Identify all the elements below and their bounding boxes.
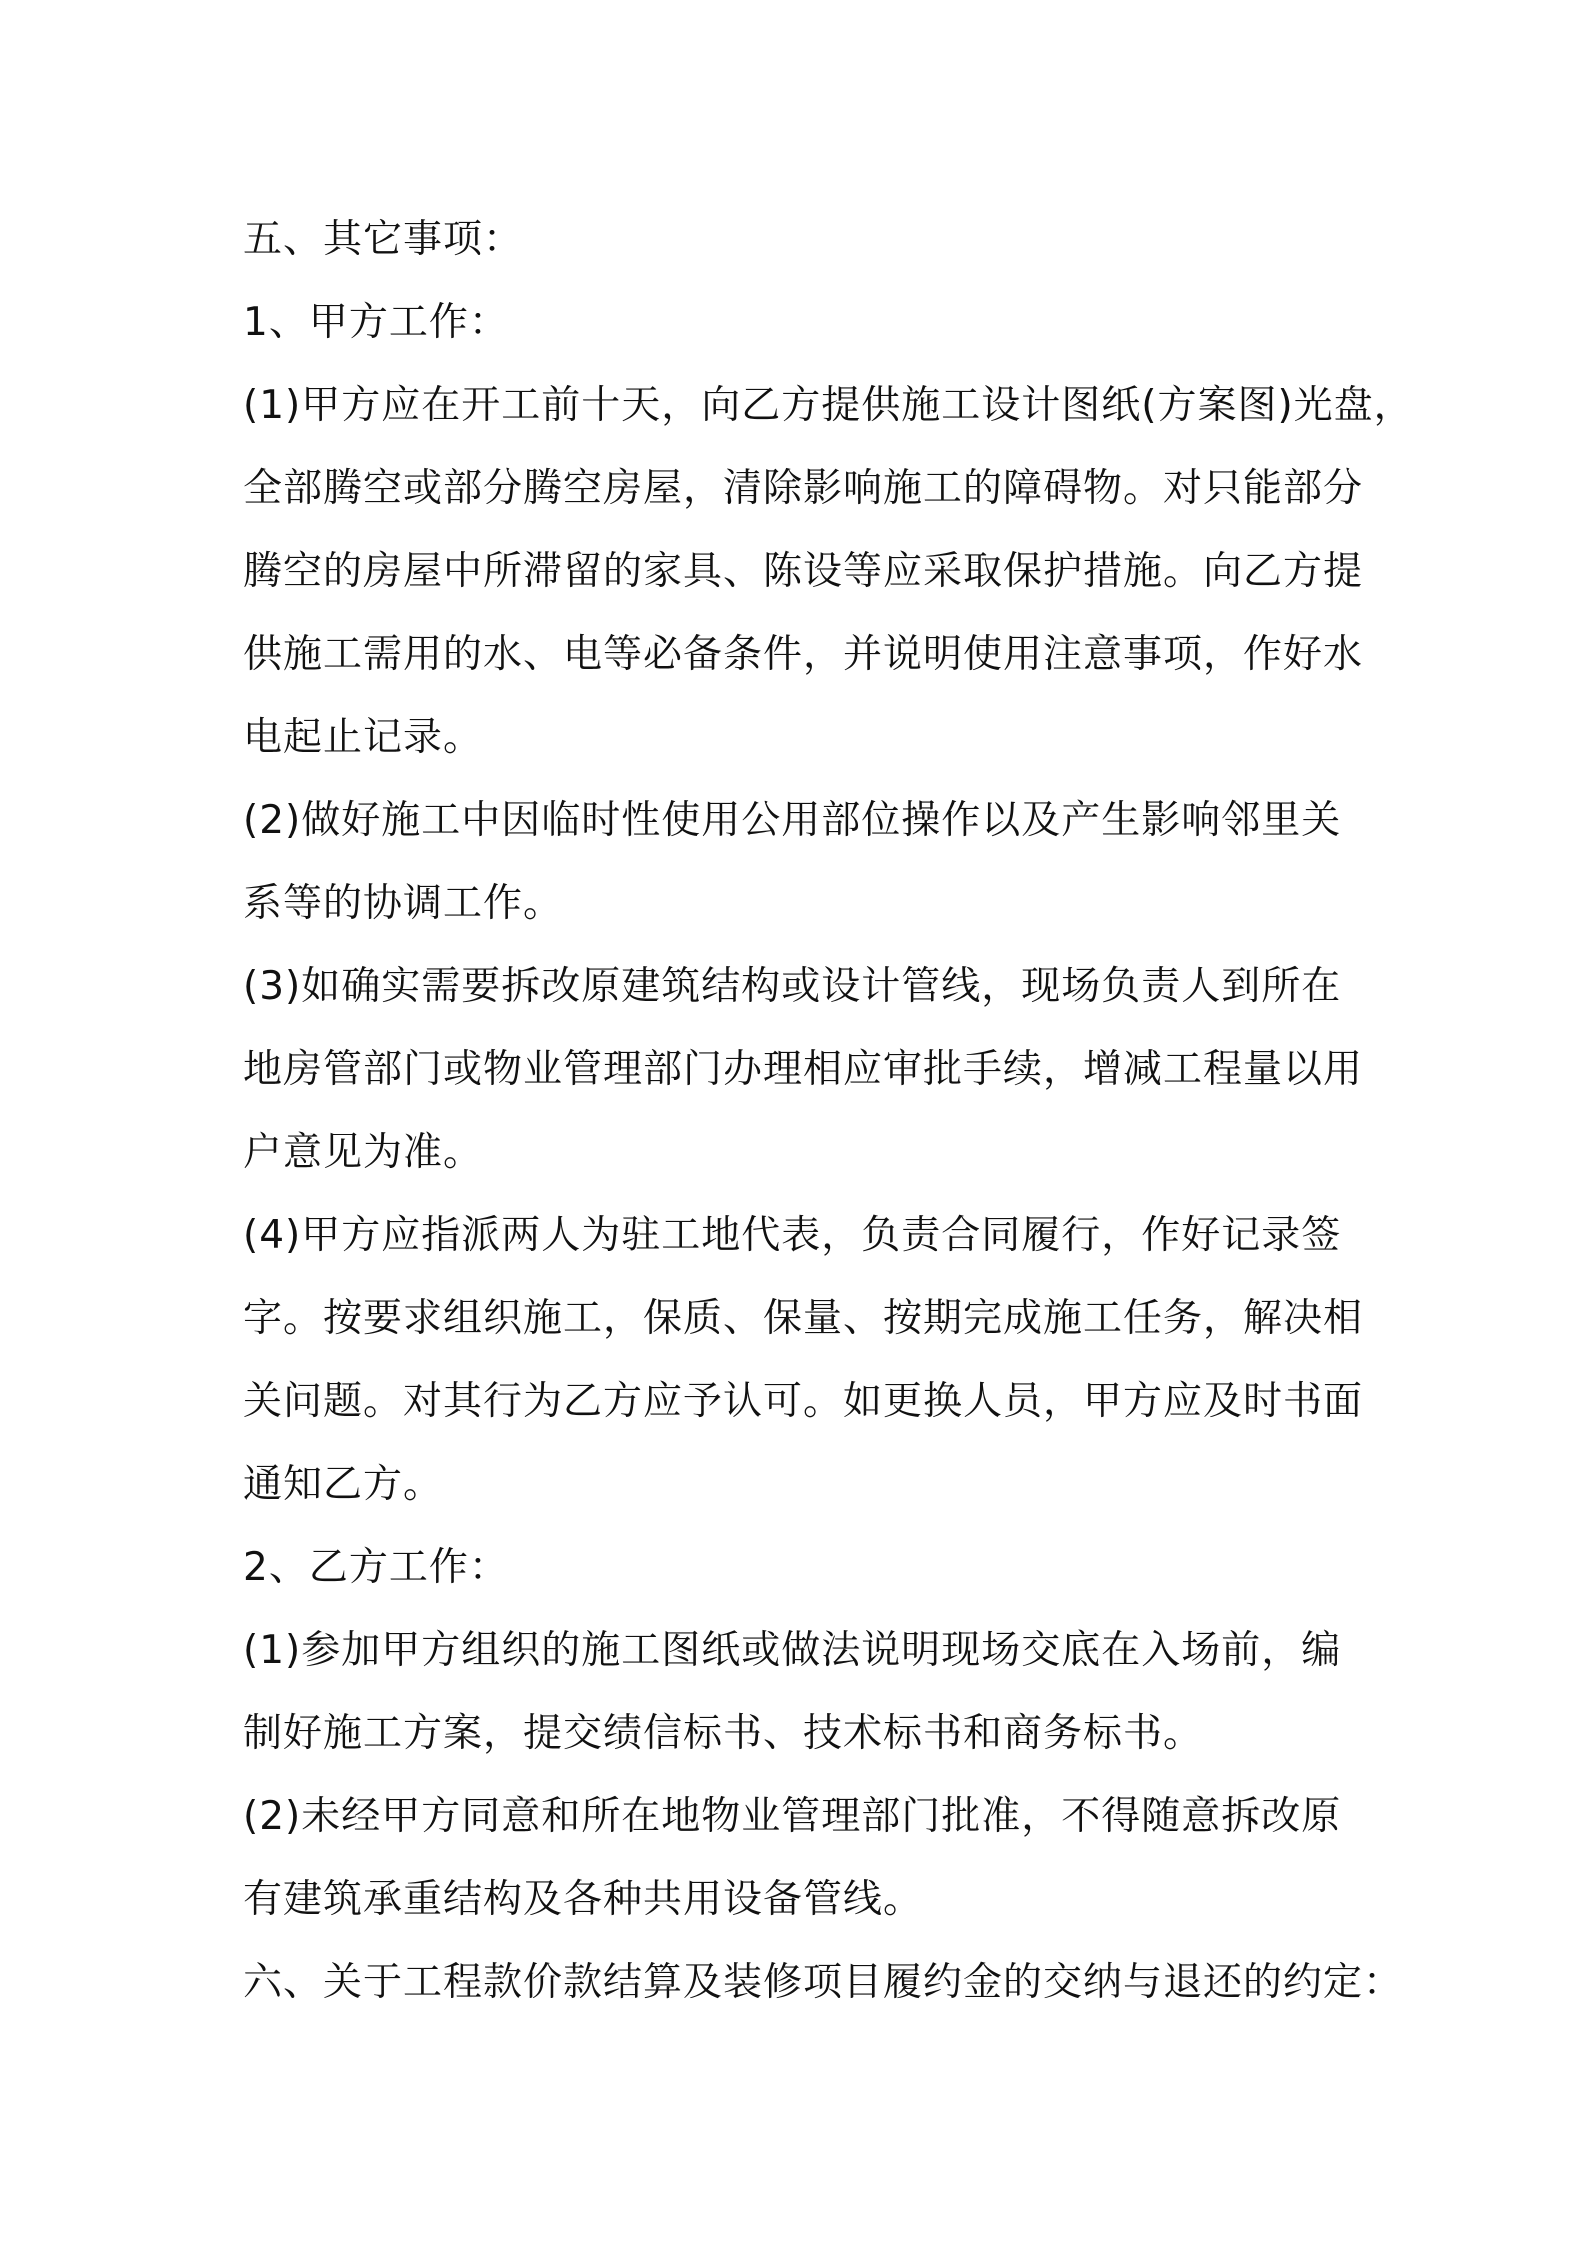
text-line: 有建筑承重结构及各种共用设备管线。	[243, 1877, 924, 1922]
text-line: 关问题。对其行为乙方应予认可。如更换人员，甲方应及时书面	[243, 1379, 1364, 1424]
document-body	[243, 198, 1414, 2024]
text-line: 全部腾空或部分腾空房屋，清除影响施工的障碍物。对只能部分	[243, 466, 1364, 511]
text-line: (4)甲方应指派两人为驻工地代表，负责合同履行，作好记录签	[243, 1213, 1342, 1258]
section-heading-six: 六、关于工程款价款结算及装修项目履约金的交纳与退还的约定：	[243, 1960, 1404, 2005]
subsection-heading-party-b: 2、乙方工作：	[243, 1545, 509, 1590]
text-line: (2)做好施工中因临时性使用公用部位操作以及产生影响邻里关	[243, 798, 1342, 843]
text-line: (1)甲方应在开工前十天，向乙方提供施工设计图纸(方案图)光盘，	[243, 383, 1414, 428]
text-line: 制好施工方案，提交绩信标书、技术标书和商务标书。	[243, 1711, 1204, 1756]
text-line: (1)参加甲方组织的施工图纸或做法说明现场交底在入场前，编	[243, 1628, 1342, 1673]
text-line: 地房管部门或物业管理部门办理相应审批手续，增减工程量以用	[243, 1047, 1364, 1092]
text-line: (2)未经甲方同意和所在地物业管理部门批准，不得随意拆改原	[243, 1794, 1342, 1839]
text-line: 户意见为准。	[243, 1130, 484, 1175]
text-line: 供施工需用的水、电等必备条件，并说明使用注意事项，作好水	[243, 632, 1364, 677]
text-line: 通知乙方。	[243, 1462, 444, 1507]
section-heading-five: 五、其它事项：	[243, 217, 524, 262]
text-line: (3)如确实需要拆改原建筑结构或设计管线，现场负责人到所在	[243, 964, 1342, 1009]
subsection-heading-party-a: 1、甲方工作：	[243, 300, 509, 345]
text-line: 字。按要求组织施工，保质、保量、按期完成施工任务，解决相	[243, 1296, 1364, 1341]
text-line: 电起止记录。	[243, 715, 484, 760]
text-line: 系等的协调工作。	[243, 881, 564, 926]
text-line: 腾空的房屋中所滞留的家具、陈设等应采取保护措施。向乙方提	[243, 549, 1364, 594]
